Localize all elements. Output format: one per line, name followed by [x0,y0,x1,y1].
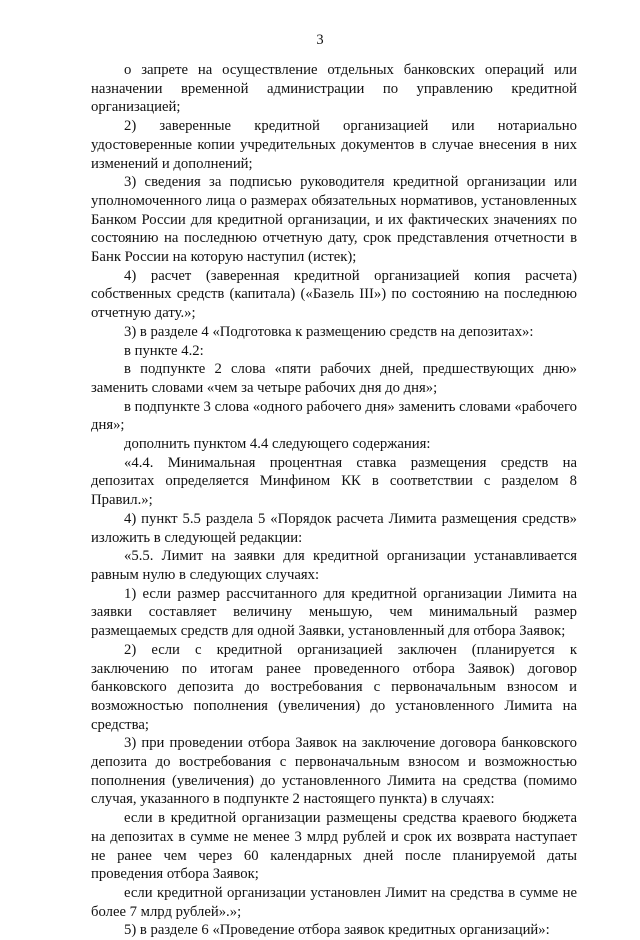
paragraph: о запрете на осуществление отдельных банковских операций или назначении временной администрации по управлению кредитной организацией; [91,62,577,116]
paragraph: дополнить пунктом 4.4 следующего содержания: [124,436,431,453]
paragraph: 3) при проведении отбора Заявок на заключение договора банковского депозита до востребования с первоначальным взносом и возможностью пополнения (увеличения) до установленного Лимита на средства (помимо случая, указанного в подпункте 2 настоящего пункта) в случаях: [91,735,577,808]
paragraph: «4.4. Минимальная процентная ставка размещения средств на депозитах определяется Минфином КК в соответствии с разделом 8 Правил.»; [91,454,577,509]
paragraph: в пункте 4.2: [124,342,204,359]
paragraph: 2) если с кредитной организацией заключен (планируется к заключению по итогам ранее проведенного отбора Заявок) договор банковского депозита до востребования с первоначальным взносом и возможностью пополнения (увеличения) до установленного Лимита на средства; [91,641,577,733]
paragraph: 4) расчет (заверенная кредитной организацией копия расчета) собственных средств (капитала) («Базель III») по состоянию на последнюю отчетную дату.»; [91,267,577,322]
paragraph: 5) в разделе 6 «Проведение отбора заявок кредитных организаций»: [124,922,550,939]
paragraph: 3) в разделе 4 «Подготовка к размещению средств на депозитах»: [124,323,534,340]
paragraph: если кредитной организации установлен Лимит на средства в сумме не более 7 млрд рублей».»; [91,884,577,920]
paragraph: в подпункте 3 слова «одного рабочего дня» заменить словами «рабочего дня»; [91,398,577,434]
paragraph: «5.5. Лимит на заявки для кредитной организации устанавливается равным нулю в следующих случаях: [91,548,577,583]
paragraph: 3) сведения за подписью руководителя кредитной организации или уполномоченного лица о размерах обязательных нормативов, установленных Банком России для кредитной организации, и их фактических значениях по состоянию на последнюю отчетную дату, срок представления отчетности в Банк России на которую наступил (истек); [91,174,577,266]
page-number: 3 [316,32,324,48]
paragraph: 4) пункт 5.5 раздела 5 «Порядок расчета Лимита размещения средств» изложить в следующей редакции: [91,510,577,546]
paragraph: 2) заверенные кредитной организацией или нотариально удостоверенные копии учредительных документов в случае внесения в них изменений и дополнений; [91,118,577,172]
paragraph: 1) если размер рассчитанного для кредитной организации Лимита на заявки составляет величину меньшую, чем минимальный размер размещаемых средств для одной Заявки, установленный для отбора Заявок; [91,585,577,640]
paragraph: если в кредитной организации размещены средства краевого бюджета на депозитах в сумме не менее 3 млрд рублей и срок их возврата наступает не ранее чем через 60 календарных дней после планируемой даты проведения отбора Заявок; [91,810,577,883]
paragraph: в подпункте 2 слова «пяти рабочих дней, предшествующих дню» заменить словами «чем за четыре рабочих дня до дня»; [91,361,577,396]
document-body [91,61,577,940]
